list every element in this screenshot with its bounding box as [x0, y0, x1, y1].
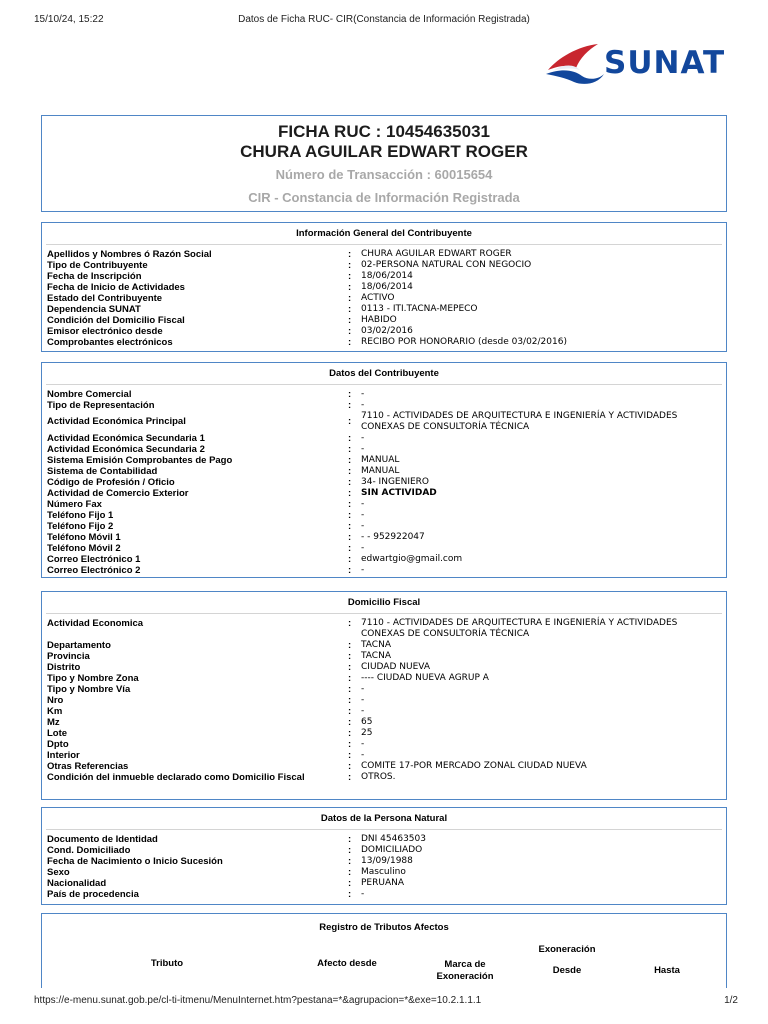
field-row — [42, 761, 726, 772]
field-label: Fecha de Nacimiento o Inicio Sucesión — [47, 856, 223, 867]
field-label: Mz — [47, 717, 60, 728]
section-title: Domicilio Fiscal — [347, 597, 421, 608]
field-value: 18/06/2014 — [361, 271, 413, 281]
field-label: Actividad Economica — [47, 618, 144, 629]
field-row — [42, 750, 726, 761]
field-separator: : — [348, 845, 352, 856]
field-row — [42, 282, 726, 293]
field-value: - — [361, 543, 365, 553]
field-value: 34- INGENIERO — [361, 477, 430, 487]
field-separator: : — [348, 337, 352, 348]
field-value: - — [361, 521, 365, 531]
field-label: Tipo y Nombre Vía — [47, 684, 131, 695]
field-separator: : — [348, 282, 352, 293]
field-label: Código de Profesión / Oficio — [47, 477, 175, 488]
field-row — [42, 834, 726, 845]
field-label: Provincia — [47, 651, 90, 662]
taxpayer-name-title: CHURA AGUILAR EDWART ROGER — [240, 142, 528, 161]
field-label: Tipo de Contribuyente — [47, 260, 148, 271]
col-header-marca-exoneracion: Marca de Exoneración — [436, 959, 494, 982]
page-number: 1/2 — [724, 995, 738, 1006]
field-label: Teléfono Móvil 2 — [47, 543, 121, 554]
field-label: Correo Electrónico 2 — [47, 565, 141, 576]
field-label: Teléfono Móvil 1 — [47, 532, 121, 543]
field-label: Actividad de Comercio Exterior — [47, 488, 189, 499]
field-value: - — [361, 684, 365, 694]
field-value: - — [361, 444, 365, 454]
field-separator: : — [348, 315, 352, 326]
field-label: Estado del Contribuyente — [47, 293, 163, 304]
field-value: MANUAL — [361, 466, 400, 476]
field-label: Teléfono Fijo 2 — [47, 521, 114, 532]
section-rows — [42, 618, 726, 794]
field-separator: : — [348, 673, 352, 684]
section-divider — [46, 829, 722, 830]
field-separator: : — [348, 466, 352, 477]
field-separator: : — [348, 510, 352, 521]
field-value: 0113 - ITI.TACNA-MEPECO — [361, 304, 478, 314]
field-row — [42, 772, 726, 794]
field-row — [42, 249, 726, 260]
field-row — [42, 662, 726, 673]
field-value: 7110 - ACTIVIDADES DE ARQUITECTURA E INGENIERÍA Y ACTIVIDADES CONEXAS DE CONSULTORÍA TÉCNICA — [361, 618, 678, 639]
field-separator: : — [348, 304, 352, 315]
col-header-tributo: Tributo — [150, 958, 184, 969]
field-row — [42, 510, 726, 521]
section-title: Información General del Contribuyente — [296, 228, 472, 239]
field-row — [42, 455, 726, 466]
field-value: DOMICILIADO — [361, 845, 423, 855]
field-separator: : — [348, 706, 352, 717]
field-row — [42, 543, 726, 554]
transaction-number: Número de Transacción : 60015654 — [275, 167, 493, 182]
field-separator: : — [348, 532, 352, 543]
field-label: Km — [47, 706, 63, 717]
field-row — [42, 444, 726, 455]
field-separator: : — [348, 750, 352, 761]
field-separator: : — [348, 867, 352, 878]
field-label: Nacionalidad — [47, 878, 107, 889]
field-value: - - 952922047 — [361, 532, 425, 542]
field-separator: : — [348, 662, 352, 673]
field-value: 7110 - ACTIVIDADES DE ARQUITECTURA E INGENIERÍA Y ACTIVIDADES CONEXAS DE CONSULTORÍA TÉCNICA — [361, 411, 678, 432]
sunat-logo — [544, 40, 734, 86]
field-separator: : — [348, 761, 352, 772]
field-label: Condición del inmueble declarado como Domicilio Fiscal — [47, 772, 305, 783]
field-value: - — [361, 889, 365, 899]
field-row — [42, 521, 726, 532]
field-value: SIN ACTIVIDAD — [361, 488, 437, 498]
field-label: Distrito — [47, 662, 81, 673]
field-label: Tipo y Nombre Zona — [47, 673, 139, 684]
field-separator: : — [348, 416, 352, 427]
field-label: Fecha de Inscripción — [47, 271, 142, 282]
field-separator: : — [348, 856, 352, 867]
field-row — [42, 889, 726, 900]
field-label: Comprobantes electrónicos — [47, 337, 173, 348]
field-label: Interior — [47, 750, 80, 761]
field-row — [42, 565, 726, 576]
field-separator: : — [348, 455, 352, 466]
field-row — [42, 856, 726, 867]
field-value: - — [361, 389, 365, 399]
field-separator: : — [348, 695, 352, 706]
field-value: - — [361, 739, 365, 749]
field-row — [42, 673, 726, 684]
section-rows — [42, 834, 726, 900]
page-url: https://e-menu.sunat.gob.pe/cl-ti-itmenu/MenuInternet.htm?pestana=*&agrupacion=*&exe=10.2.1.1.1 — [34, 995, 482, 1006]
field-row — [42, 651, 726, 662]
field-separator: : — [348, 878, 352, 889]
field-label: Actividad Económica Secundaria 2 — [47, 444, 205, 455]
field-label: Correo Electrónico 1 — [47, 554, 141, 565]
field-row — [42, 488, 726, 499]
field-value: 02-PERSONA NATURAL CON NEGOCIO — [361, 260, 532, 270]
section-domicilio — [41, 591, 727, 800]
field-row — [42, 867, 726, 878]
field-value: MANUAL — [361, 455, 400, 465]
field-separator: : — [348, 717, 352, 728]
print-date: 15/10/24, 15:22 — [34, 14, 104, 25]
field-value: DNI 45463503 — [361, 834, 426, 844]
col-header-desde: Desde — [552, 965, 582, 976]
field-label: Teléfono Fijo 1 — [47, 510, 114, 521]
ficha-ruc-title: FICHA RUC : 10454635031 — [278, 122, 490, 141]
field-separator: : — [348, 684, 352, 695]
field-separator: : — [348, 772, 352, 783]
field-separator: : — [348, 444, 352, 455]
field-value: - — [361, 400, 365, 410]
field-row — [42, 845, 726, 856]
field-separator: : — [348, 400, 352, 411]
col-header-afecto-desde: Afecto desde — [317, 958, 377, 969]
field-label: Número Fax — [47, 499, 102, 510]
field-row — [42, 304, 726, 315]
field-separator: : — [348, 640, 352, 651]
field-separator: : — [348, 433, 352, 444]
field-label: Nro — [47, 695, 64, 706]
field-value: COMITE 17-POR MERCADO ZONAL CIUDAD NUEVA — [361, 761, 587, 771]
field-row — [42, 477, 726, 488]
field-separator: : — [348, 651, 352, 662]
field-separator: : — [348, 488, 352, 499]
field-row — [42, 271, 726, 282]
field-label: Apellidos y Nombres ó Razón Social — [47, 249, 212, 260]
field-row — [42, 640, 726, 651]
field-separator: : — [348, 889, 352, 900]
field-separator: : — [348, 834, 352, 845]
field-value: - — [361, 706, 365, 716]
field-value: - — [361, 433, 365, 443]
field-value: edwartgio@gmail.com — [361, 554, 463, 564]
print-title: Datos de Ficha RUC- CIR(Constancia de Información Registrada) — [238, 14, 530, 25]
field-value: - — [361, 695, 365, 705]
field-separator: : — [348, 543, 352, 554]
ficha-header-box — [41, 115, 727, 212]
field-label: Dependencia SUNAT — [47, 304, 141, 315]
field-value: - — [361, 510, 365, 520]
field-value: CHURA AGUILAR EDWART ROGER — [361, 249, 512, 259]
section-divider — [46, 613, 722, 614]
section-contribuyente — [41, 362, 727, 578]
field-value: Masculino — [361, 867, 406, 877]
section-title: Datos de la Persona Natural — [320, 813, 448, 824]
section-tributos — [41, 913, 727, 988]
field-value: OTROS. — [361, 772, 396, 782]
field-label: Emisor electrónico desde — [47, 326, 163, 337]
field-separator: : — [348, 728, 352, 739]
field-label: Documento de Identidad — [47, 834, 158, 845]
field-row — [42, 618, 726, 640]
field-value: 65 — [361, 717, 373, 727]
field-row — [42, 728, 726, 739]
field-separator: : — [348, 618, 352, 629]
field-row — [42, 433, 726, 444]
field-label: Actividad Económica Principal — [47, 416, 186, 427]
col-header-hasta: Hasta — [654, 965, 680, 976]
field-label: Lote — [47, 728, 68, 739]
field-separator: : — [348, 521, 352, 532]
field-separator: : — [348, 389, 352, 400]
field-row — [42, 499, 726, 510]
field-row — [42, 739, 726, 750]
cir-subtitle: CIR - Constancia de Información Registrada — [248, 190, 520, 205]
field-value: CIUDAD NUEVA — [361, 662, 430, 672]
field-label: Dpto — [47, 739, 69, 750]
field-value: HABIDO — [361, 315, 397, 325]
section-general — [41, 222, 727, 352]
field-label: Actividad Económica Secundaria 1 — [47, 433, 205, 444]
sunat-logo-text: SUNAT — [604, 45, 726, 81]
field-value: - — [361, 499, 365, 509]
field-row — [42, 706, 726, 717]
field-row — [42, 315, 726, 326]
field-row — [42, 554, 726, 565]
section-divider — [46, 384, 722, 385]
field-value: TACNA — [361, 640, 391, 650]
field-value: ACTIVO — [361, 293, 395, 303]
field-label: Sexo — [47, 867, 70, 878]
field-row — [42, 466, 726, 477]
field-label: Nombre Comercial — [47, 389, 132, 400]
field-value: 25 — [361, 728, 373, 738]
field-label: Fecha de Inicio de Actividades — [47, 282, 185, 293]
field-value: 13/09/1988 — [361, 856, 413, 866]
field-value: ---- CIUDAD NUEVA AGRUP A — [361, 673, 489, 683]
section-persona — [41, 807, 727, 905]
col-header-exoneracion: Exoneración — [538, 944, 596, 955]
field-value: 18/06/2014 — [361, 282, 413, 292]
section-title: Registro de Tributos Afectos — [319, 922, 449, 933]
field-row — [42, 293, 726, 304]
field-separator: : — [348, 739, 352, 750]
sunat-emblem-icon — [544, 40, 606, 86]
field-label: País de procedencia — [47, 889, 139, 900]
field-label: Condición del Domicilio Fiscal — [47, 315, 185, 326]
section-rows — [42, 249, 726, 348]
field-label: Cond. Domiciliado — [47, 845, 131, 856]
field-value: TACNA — [361, 651, 391, 661]
field-separator: : — [348, 260, 352, 271]
field-separator: : — [348, 293, 352, 304]
field-label: Otras Referencias — [47, 761, 129, 772]
field-value: - — [361, 750, 365, 760]
field-value: 03/02/2016 — [361, 326, 413, 336]
field-separator: : — [348, 326, 352, 337]
field-row — [42, 400, 726, 411]
field-label: Sistema de Contabilidad — [47, 466, 158, 477]
field-separator: : — [348, 249, 352, 260]
field-row — [42, 389, 726, 400]
field-separator: : — [348, 499, 352, 510]
field-value: RECIBO POR HONORARIO (desde 03/02/2016) — [361, 337, 567, 347]
field-row — [42, 411, 726, 433]
section-rows — [42, 389, 726, 576]
section-title: Datos del Contribuyente — [329, 368, 439, 379]
field-row — [42, 878, 726, 889]
field-row — [42, 532, 726, 543]
field-row — [42, 695, 726, 706]
field-separator: : — [348, 477, 352, 488]
section-divider — [46, 244, 722, 245]
field-separator: : — [348, 554, 352, 565]
field-row — [42, 717, 726, 728]
field-row — [42, 684, 726, 695]
field-label: Departamento — [47, 640, 111, 651]
field-separator: : — [348, 565, 352, 576]
field-row — [42, 260, 726, 271]
field-row — [42, 337, 726, 348]
field-separator: : — [348, 271, 352, 282]
field-value: - — [361, 565, 365, 575]
field-value: PERUANA — [361, 878, 405, 888]
field-label: Tipo de Representación — [47, 400, 155, 411]
field-label: Sistema Emisión Comprobantes de Pago — [47, 455, 233, 466]
field-row — [42, 326, 726, 337]
